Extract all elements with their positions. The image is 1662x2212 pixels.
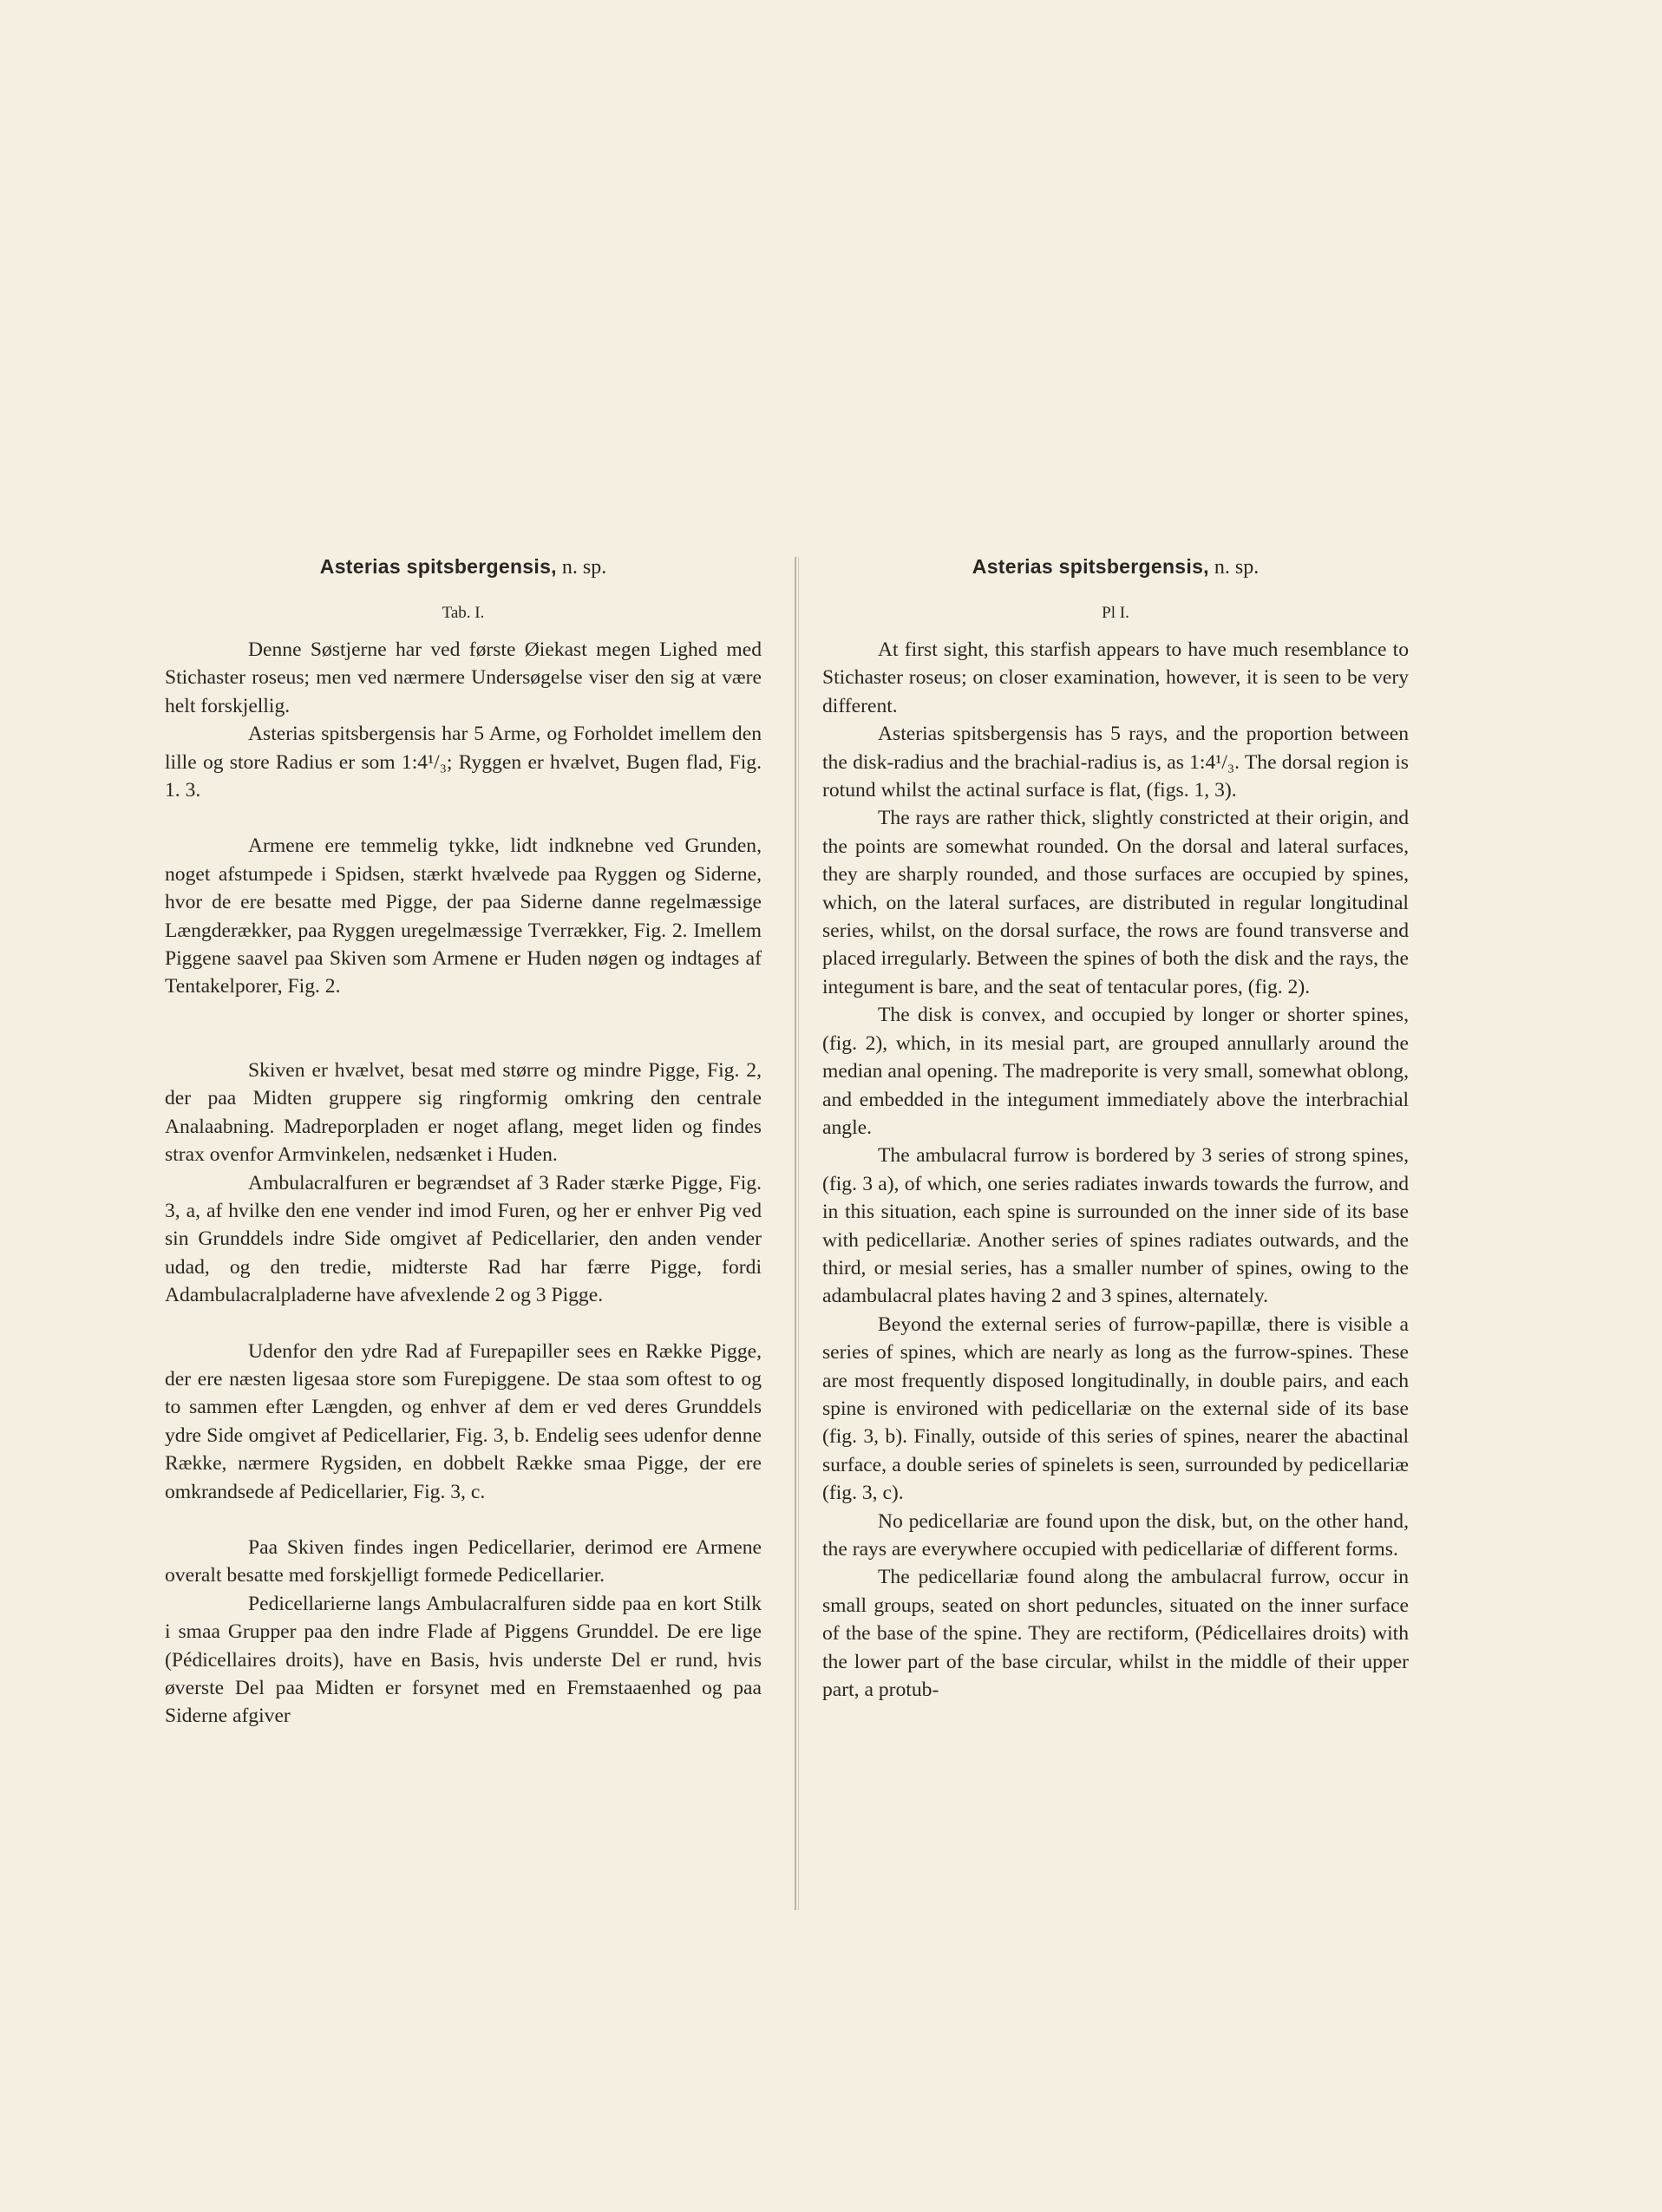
danish-paragraph-6: Udenfor den ydre Rad af Furepapiller sees en Række Pigge, der ere næsten ligesaa store som Furepiggene. De staa som oftest to og to sammen efter Længden, og enhver af dem er ved deres Grunddels ydre Side omgivet af Pedicellarier, Fig. 3, b. Endelig sees udenfor denne Række, nærmere Rygsiden, en dobbelt Række smaa Pigge, der ere omkrandsede af Pedicellarier, Fig. 3, c. — [165, 1339, 762, 1503]
danish-plate-label: Tab. I. — [442, 604, 485, 622]
danish-paragraph-1: Denne Søstjerne har ved første Øiekast megen Lighed med Stichaster roseus; men ved nærmere Undersøgelse viser den sig at være helt forskjellig. — [165, 638, 762, 717]
english-paragraph-6: Beyond the external series of furrow-papillæ, there is visible a series of spines, which are nearly as long as the furrow-spines. These are most frequently disposed longitudinally, in double pairs, and each spine is environed with pedicellariæ on the external side of its base (fig. 3, b). Finally, outside of this series of spines, nearer the abactinal surface, a double series of spinelets is seen, surrounded by pedicellariæ (fig. 3, c). — [822, 1312, 1409, 1505]
danish-paragraph-3: Armene ere temmelig tykke, lidt indknebne ved Grunden, noget afstumpede i Spidsen, stærkt hvælvede paa Ryggen og Siderne, hvor de ere besatte med Pigge, der paa Siderne danne regelmæssige Længderækker, paa Ryggen uregelmæssige Tverrækker, Fig. 2. Imellem Piggene saavel paa Skiven som Armene er Huden nøgen og indtages af Tentakelporer, Fig. 2. — [165, 834, 762, 998]
danish-paragraph-5: Ambulacralfuren er begrændset af 3 Rader stærke Pigge, Fig. 3, a, af hvilke den ene vender ind imod Furen, og her er enhver Pig ved sin Grunddels indre Side omgivet af Pedicellarier, den anden vender udad, og den tredie, midterste Rad har færre Pigge, fordi Adambulacralpladerne have afvexlende 2 og 3 Pigge. — [165, 1171, 762, 1307]
english-title-species: Asterias spitsbergensis, — [972, 555, 1209, 578]
english-paragraph-5: The ambulacral furrow is bordered by 3 series of strong spines, (fig. 3 a), of which, one series radiates inwards towards the furrow, and in this situation, each spine is surrounded on the inner side of its base with pedicellariæ. Another series of spines radiates outwards, and the third, or mesial series, has a smaller number of spines, owing to the adambulacral plates having 2 and 3 spines, alternately. — [822, 1144, 1409, 1308]
english-title — [822, 552, 1409, 582]
danish-column — [165, 552, 762, 1731]
english-title-suffix: n. sp. — [1214, 556, 1260, 579]
english-paragraph-8: The pedicellariæ found along the ambulacral furrow, occur in small groups, seated on short peduncles, situated on the inner surface of the base of the spine. They are rectiform, (Pédicellaires droits) with the lower part of the base circular, whilst in the middle of their upper part, a protub- — [822, 1566, 1409, 1702]
english-paragraph-2: Asterias spitsbergensis has 5 rays, and the proportion between the disk-radius and the brachial-radius is, as 1:4¹/₃. The dorsal region is rotund whilst the actinal surface is flat, (figs. 1, 3). — [822, 723, 1409, 802]
danish-title-species: Asterias spitsbergensis, — [319, 555, 557, 578]
column-divider — [795, 557, 796, 1910]
english-column — [822, 552, 1409, 1704]
danish-paragraph-7: Paa Skiven findes ingen Pedicellarier, derimod ere Armene overalt besatte med forskjelligt formede Pedicellarier. — [165, 1535, 762, 1587]
danish-title — [165, 552, 762, 582]
english-plate-label: Pl I. — [1102, 604, 1129, 622]
danish-paragraph-8: Pedicellarierne langs Ambulacralfuren sidde paa en kort Stilk i smaa Grupper paa den indre Flade af Piggens Grunddel. De ere lige (Pédicellaires droits), have en Basis, hvis underste Del er rund, hvis øverste Del paa Midten er forsynet med en Fremstaaenhed og paa Siderne afgiver — [165, 1592, 762, 1728]
english-paragraph-4: The disk is convex, and occupied by longer or shorter spines, (fig. 2), which, in its mesial part, are grouped annullarly around the median anal opening. The madreporite is very small, somewhat oblong, and embedded in the integument immediately above the interbrachial angle. — [822, 1004, 1409, 1139]
english-paragraph-3: The rays are rather thick, slightly constricted at their origin, and the points are somewhat rounded. On the dorsal and lateral surfaces, they are sharply rounded, and those surfaces are occupied by spines, which, on the lateral surfaces, are distributed in regular longitudinal series, whilst, on the dorsal surface, the rows are found transverse and placed irregularly. Between the spines of both the disk and the rays, the integument is bare, and the seat of tentacular pores, (fig. 2). — [822, 807, 1409, 998]
english-paragraph-7: No pedicellariæ are found upon the disk, but, on the other hand, the rays are everywhere occupied with pedicellariæ of different forms. — [822, 1509, 1409, 1561]
danish-paragraph-2: Asterias spitsbergensis har 5 Arme, og Forholdet imellem den lille og store Radius er som 1:4¹/₃; Ryggen er hvælvet, Bugen flad, Fig. 1. 3. — [165, 723, 762, 802]
danish-paragraph-4: Skiven er hvælvet, besat med større og mindre Pigge, Fig. 2, der paa Midten gruppere sig ringformig omkring den centrale Analaabning. Madreporpladen er noget aflang, meget liden og findes strax ovenfor Armvinkelen, nedsænket i Huden. — [165, 1058, 762, 1167]
english-paragraph-1: At first sight, this starfish appears to have much resemblance to Stichaster roseus; on closer examination, however, it is seen to be very different. — [822, 638, 1409, 717]
column-divider-inner — [798, 557, 799, 1910]
danish-title-suffix: n. sp. — [561, 556, 607, 579]
